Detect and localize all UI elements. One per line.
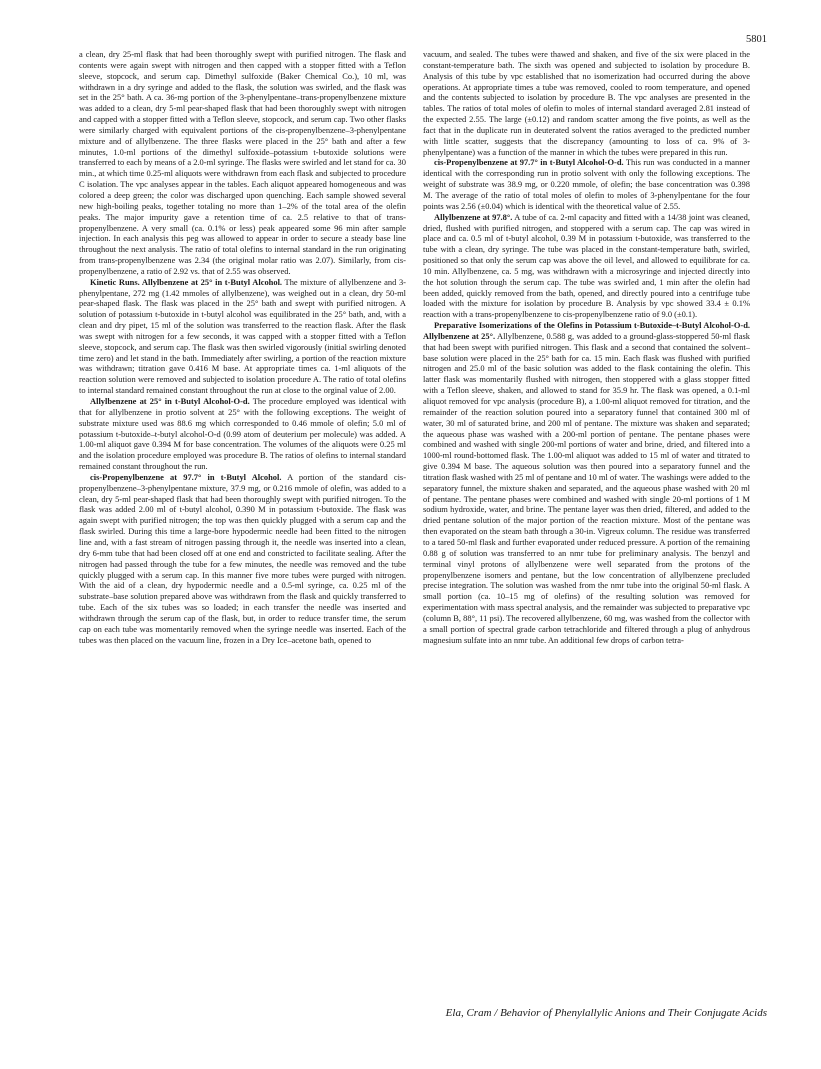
paragraph <box>79 49 406 277</box>
paragraph <box>423 320 750 645</box>
paragraph-text: This run was conducted in a manner identical with the corresponding run in protio solvent with only the following exceptions. The weight of substrate was 38.9 mg, or 0.220 mmole, of olefin; the base concentration was 0.398 M. The average of the ratio of total moles of olefin to moles of 3-phenylpentane for the four points was 2.56 (±0.04) which is identical with the theoretical value of 2.55. <box>423 157 751 211</box>
paragraph <box>79 277 406 396</box>
paragraph-text: The mixture of allylbenzene and 3-phenylpentane, 272 mg (1.42 mmoles of allylbenzene), was weighed out in a clean, dry 50-ml pear-shaped flask. The flask was placed in the 25° bath and swept with purified nitrogen. A solution of potassium t-butoxide in t-butyl alcohol was equilibrated in the 25° bath, and, with a clean and dry pipet, 15 ml of the solution was transferred to the reaction flask. After the flask was swept with nitrogen for a few seconds, it was capped with a stopper fitted with a Teflon sleeve, stopcock, and serum cap. The flask was then swirled vigorously (initial swirling denoted time zero) and let stand in the bath. Immediately after swirling, a portion of the reaction mixture was withdrawn; titration gave 0.416 M base. At appropriate times ca. 1-ml aliquots of the reaction solution were removed and subjected to isolation procedure A. The ratio of total olefins to internal standard remained constant throughout the run at close to the orginal value of 2.00. <box>79 276 406 396</box>
paragraph-text: a clean, dry 25-ml flask that had been thoroughly swept with purified nitrogen. The flask and contents were again swept with nitrogen and then capped with a stopper fitted with a Teflon sleeve, stopcock, and serum cap. Dimethyl sulfoxide (Baker Chemical Co.), 10 ml, was withdrawn in a dry syringe and added to the flask, the solution was swirled, and the flask was set in the 25° bath. A ca. 36-mg portion of the 3-phenylpentane–trans-propenylbenzene mixture was added to a clean, dry 5-ml pear-shaped flask that had been thoroughly swept with nitrogen and capped with a stopper fitted with a Teflon sleeve, stopcock, and serum cap. Two other flasks were similarly charged with equivalent portions of the cis-propenylbenzene–3-phenylpentane mixture and of allylbenzene. The three flasks were placed in the 25° bath and after a few minutes, 1.0-ml portions of the dimethyl sulfoxide–potassium t-butoxide solutions were transferred to each by means of a 2.0-ml syringe. The flasks were swirled and let stand for ca. 30 min., at which time 0.25-ml aliquots were withdrawn from each flask and subjected to procedure C isolation. The vpc analyses appear in the tables. Each aliquot appeared homogeneous and was colored a deep green; the color was discharged upon quenching. Each sample showed several new high-boiling peaks, together totaling no more than 1–2% of the total area of the olefin peaks. The major impurity gave a retention time of ca. 2.5 relative to that of trans-propenylbenzene. A very small (ca. 0.1% or less) peak appeared some 96 min after sample injection. In each analysis this peg was allowed to appear in order to secure a steady base line throughout the next analysis. The ratio of total olefins to internal standard in the run originating from trans-propenylbenzene was 2.34 (the original molar ratio was 2.07). Similarly, from cis-propenylbenzene, a ratio of 2.92 vs. that of 2.55 was observed. <box>79 49 406 276</box>
paragraph-heading: cis-Propenylbenzene at 97.7° in t-Butyl Alcohol-O-d. <box>434 157 624 168</box>
paragraph <box>79 472 406 646</box>
paragraph <box>423 49 750 157</box>
paragraph <box>79 396 406 472</box>
paragraph-text: Allylbenzene, 0.588 g, was added to a ground-glass-stoppered 50-ml flask that had been swept with purified nitrogen. This flask and a second that contained the solvent–base solution were placed in the 25° bath for ca. 15 min. Each flask was flushed with purified nitrogen and 25.0 ml of the basic solution was added to the flask containing the olefin. This latter flask was momentarily flushed with nitrogen, then stoppered with a glass stopper fitted with a Teflon sleeve, shaken, and allowed to stand for 35.9 hr. The flask was opened, a 0.1-ml aliquot removed for vpc analysis (procedure B), a 1.00-ml aliquot removed for titration, and the remainder of the reaction solution poured into a separatory funnel that contained 300 ml of water, 30 ml of saturated brine, and 200 ml of pentane. The mixture was shaken and separated; the aqueous phase was washed with a 200-ml portion of pentane. The pentane phases were combined and washed with single 200-ml portions of water and brine, dried, and filtered into a 1000-ml round-bottomed flask. The 1.00-ml aliquot was added to 15 ml of water and titrated to give 0.394 M base. The aqueous solution was then poured into a separatory funnel and the titration flask washed with 25 ml of pentane and 10 ml of water. The washings were added to the separatory funnel, the mixture shaken and separated, and the aqueous phase washed with 20 ml of pentane. The pentane phases were combined and washed with single 20-ml portions of 1 M sodium hydroxide, water, and brine. The pentane layer was then dried, filtered, and added to the dried pentane solution of the major portion of the reaction mixture. Most of the pentane was then evaporated on the steam bath through a 30-in. Vigreux column. The residue was transferred to a tared 50-ml flask and further evaporated under reduced pressure. A portion of the remaining 0.88 g of solution was transferred to an nmr tube for preliminary analysis. The benzyl and terminal vinyl protons of allylbenzene were well separated from the protons of the propenylbenzene isomers and pentane, but the low concentration of allylbenzene precluded precise integration. The solution was washed from the nmr tube into the original 50-ml flask. A small portion (ca. 10–15 mg of olefins) of the resulting solution was removed for experimentation with mass spectral analysis, and the remainder was subjected to preparative vpc (column B, 88°, 11 psi). The recovered allylbenzene, 60 mg, was washed from the collector with a small portion of spectral grade carbon tetrachloride and filtered through a plug of anhydrous magnesium sulfate into an nmr tube. An additional few drops of carbon tetra- <box>423 330 750 645</box>
paragraph-text: A tube of ca. 2-ml capacity and fitted with a 14/38 joint was cleaned, dried, flushed with purified nitrogen, and stoppered with a serum cap. The cap was wired in place and ca. 0.5 ml of t-butyl alcohol, 0.39 M in potassium t-butoxide, was transferred to the tube with a clean, dry syringe. The tube was placed in the constant-temperature bath, swirled, positioned so that only the serum cap was above the oil level, and allowed to equilibrate for ca. 10 min. Allylbenzene, ca. 5 mg, was withdrawn with a microsyringe and injected directly into the hot solution through the serum cap. The tube was swirled and, 1 min after the olefin had been added, quickly removed from the bath, opened, and directly poured into a centrifuge tube loaded with the mixture for isolation by procedure B. Analysis by vpc showed 33.4 ± 0.1% reaction with a trans-propenylbenzene to cis-propenylbenzene ratio of 9.0 (±0.1). <box>423 211 750 320</box>
left-column <box>79 49 406 645</box>
page-footer: Ela, Cram / Behavior of Phenylallylic Anions and Their Conjugate Acids <box>445 1007 767 1019</box>
paragraph <box>423 212 750 320</box>
paragraph-text: A portion of the standard cis-propenylbenzene–3-phenylpentane mixture, 37.9 mg, or 0.216 mmole of olefin, was added to a clean, dry 5-ml pear-shaped flask that had been thoroughly swept with purified nitrogen. To the flask was added 2.00 ml of t-butyl alcohol, 0.390 M in potassium t-butoxide. The flask was again swept with purified nitrogen; the top was then quickly plugged with a serum cap and the flask swirled. During this time a large-bore hypodermic needle had been fitted to the nitrogen line and, with a fast stream of nitrogen passing through it, the needle was inserted into a clean, dry 6-mm tube that had been closed off at one end and constricted to facilitate sealing. After the nitrogen had passed through the tube for a few minutes, the needle was removed and the tube quickly plugged with a serum cap. In this manner five more tubes were purged with nitrogen. With the aid of a clean, dry hypodermic needle and a 0.5-ml syringe, ca. 0.25 ml of the substrate–base solution prepared above was withdrawn from the flask and quickly transferred to tube. Each of the six tubes was so loaded; in each transfer the needle was inserted and withdrawn through the serum cap of the flask, but, in order to reduce transfer time, the serum cap on each tube was momentarily removed when the syringe needle was inserted. Each of the tubes was then placed on the vacuum line, frozen in a Dry Ice–acetone bath, opened to <box>79 471 407 645</box>
paragraph-heading: cis-Propenylbenzene at 97.7° in t-Butyl Alcohol. <box>90 471 282 482</box>
paragraph-heading: Allylbenzene at 97.8°. <box>434 211 513 222</box>
paragraph-heading: Preparative Isomerizations of the Olefins in Potassium t-Butoxide–t-Butyl Alcohol-O-d. Allylbenzene at 25°. <box>423 320 750 341</box>
page-number: 5801 <box>746 34 767 45</box>
paragraph-text: The procedure employed was identical with that for allylbenzene in protio solvent at 25° with the following exceptions. The weight of substrate mixture used was 88.6 mg which corresponded to 0.46 mmole of olefin; 5.0 ml of potassium t-butoxide–t-butyl alcohol-O-d (0.99 atom of deuterium per molecule) was added. A 1.00-ml aliquot gave 0.394 M for base concentration. The volumes of the aliquots were 0.25 ml and the isolation procedure employed was procedure B. The ratios of olefins to internal standard remained constant throughout the run. <box>79 396 406 472</box>
paragraph-text: vacuum, and sealed. The tubes were thawed and shaken, and five of the six were placed in the constant-temperature bath. The sixth was opened and subjected to isolation by procedure B. Analysis of this tube by vpc established that no isomerization had occurred during the above operations. At appropriate times a tube was removed, cooled to room temperature, and opened and the contents subjected to isolation by procedure B. The vpc analyses are presented in the tables. The ratios of total moles of olefin to moles of internal standard averaged 2.81 instead of the expected 2.55. The large (±0.12) and random scatter among the five points, as well as the fact that in the duplicate run in deuterated solvent the ratios averaged to the predicted number with little scatter, suggests that the discrepancy (amounting to loss of ca. 9% of 3-phenylpentane) was a function of the manner in which the tubes were prepared in this run. <box>423 49 750 157</box>
right-column <box>423 49 750 645</box>
paragraph-heading: Allylbenzene at 25° in t-Butyl Alcohol-O-d. <box>90 396 250 406</box>
paragraph-heading: Kinetic Runs. Allylbenzene at 25° in t-Butyl Alcohol. <box>90 276 283 287</box>
paragraph <box>423 157 750 211</box>
